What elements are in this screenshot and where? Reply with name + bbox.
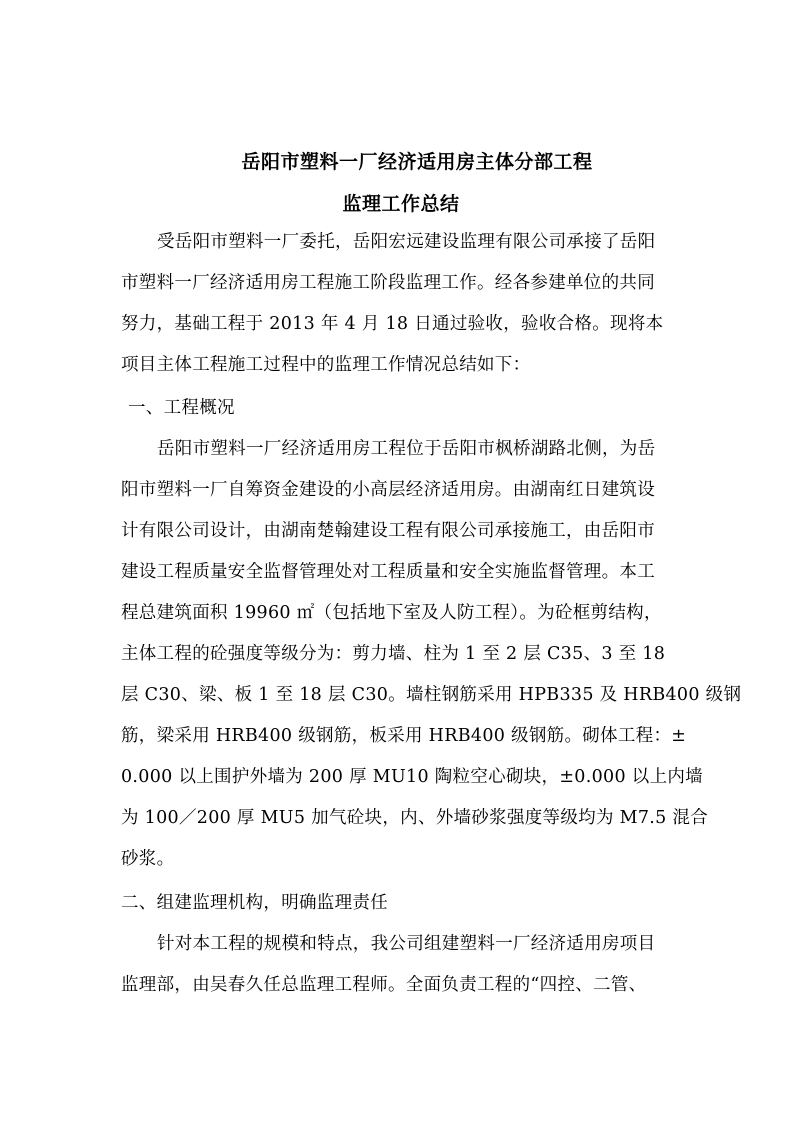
section2-heading: 二、组建监理机构，明确监理责任 — [121, 893, 388, 913]
intro-line-3: 努力，基础工程于 2013 年 4 月 18 日通过验收，验收合格。现将本 — [121, 314, 664, 334]
section1-line-5: 程总建筑面积 19960 ㎡（包括地下室及人防工程）。为砼框剪结构， — [121, 603, 662, 623]
section1-line-8: 筋，梁采用 HRB400 级钢筋，板采用 HRB400 级钢筋。砌体工程：± — [121, 726, 687, 746]
intro-line-4: 项目主体工程施工过程中的监理工作情况总结如下： — [121, 355, 531, 375]
section2-line-2: 监理部，由吴春久任总监理工程师。全面负责工程的“四控、二管、 — [121, 975, 647, 995]
section1-line-4: 建设工程质量安全监督管理处对工程质量和安全实施监督管理。本工 — [121, 562, 655, 582]
section1-line-11: 砂浆。 — [121, 849, 175, 869]
section1-line-1: 岳阳市塑料一厂经济适用房工程位于岳阳市枫桥湖路北侧，为岳 — [157, 439, 656, 459]
document-title: 岳阳市塑料一厂经济适用房主体分部工程 — [241, 151, 593, 173]
intro-line-2: 市塑料一厂经济适用房工程施工阶段监理工作。经各参建单位的共同 — [121, 273, 655, 293]
section1-heading: 一、工程概况 — [128, 398, 235, 418]
section1-line-6: 主体工程的砼强度等级分为：剪力墙、柱为 1 至 2 层 C35、3 至 18 — [121, 644, 666, 664]
section2-line-1: 针对本工程的规模和特点，我公司组建塑料一厂经济适用房项目 — [157, 934, 656, 954]
section1-line-2: 阳市塑料一厂自筹资金建设的小高层经济适用房。由湖南红日建筑设 — [121, 480, 655, 500]
section1-line-9: 0.000 以上围护外墙为 200 厚 MU10 陶粒空心砌块，±0.000 以上内墙 — [121, 767, 703, 787]
section1-line-10: 为 100／200 厚 MU5 加气砼块，内、外墙砂浆强度等级均为 M7.5 混合 — [121, 808, 709, 828]
document-subtitle: 监理工作总结 — [342, 193, 460, 215]
intro-line-1: 受岳阳市塑料一厂委托，岳阳宏远建设监理有限公司承接了岳阳 — [157, 232, 656, 252]
section1-line-3: 计有限公司设计，由湖南楚翰建设工程有限公司承接施工，由岳阳市 — [121, 521, 655, 541]
section1-line-7: 层 C30、梁、板 1 至 18 层 C30。墙柱钢筋采用 HPB335 及 HRB400 级钢 — [121, 685, 742, 705]
